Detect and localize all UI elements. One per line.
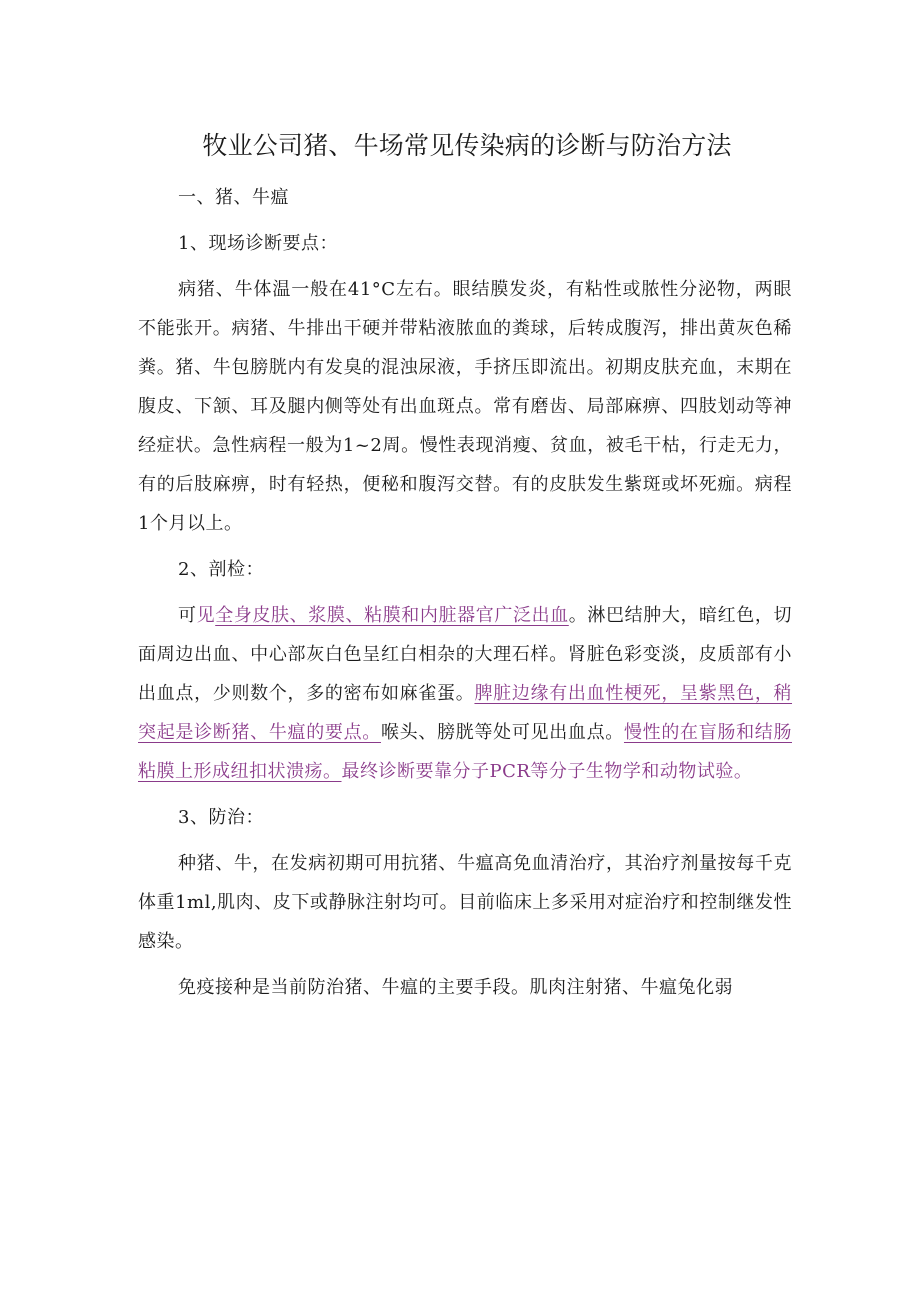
section-heading-swine-fever: 一、猪、牛瘟: [178, 187, 289, 208]
necropsy-text-6: 喉头、膀胱等处可见出血点。: [380, 722, 624, 743]
necropsy-text-2: 见: [196, 605, 216, 626]
necropsy-text-4: 。淋巴结肿大，暗红色，切面周边出血、中心部灰白色呈红白相杂的大理石样。肾脏色彩变淡，皮质部有小出血点，少则数个，多的密布如麻雀蛋。: [138, 605, 792, 704]
necropsy-highlight-hemorrhage: 全身皮肤、浆膜、粘膜和内脏器官广泛出血: [215, 605, 569, 626]
paragraph-treatment: 种猪、牛，在发病初期可用抗猪、牛瘟高免血清治疗，其治疗剂量按每千克体重1ml,肌肉、皮下或静脉注射均可。目前临床上多采用对症治疗和控制继发性感染。: [138, 853, 792, 952]
paragraph-field-diagnosis: 病猪、牛体温一般在41°C左右。眼结膜发炎，有粘性或脓性分泌物，两眼不能张开。病猪、牛排出干硬并带粘液脓血的粪球，后转成腹泻，排出黄灰色稀粪。猪、牛包膀胱内有发臭的混浊尿液，手挤压即流出。初期皮肤充血，末期在腹皮、下颔、耳及腿内侧等处有出血斑点。常有磨齿、局部麻痹、四肢划动等神经症状。急性病程一般为1~2周。慢性表现消瘦、贫血，被毛干枯，行走无力，有的后肢麻痹，时有轻热，便秘和腹泻交替。有的皮肤发生紫斑或坏死痂。病程1个月以上。: [138, 279, 792, 534]
paragraph-vaccination: 免疫接种是当前防治猪、牛瘟的主要手段。肌肉注射猪、牛瘟兔化弱: [178, 977, 733, 998]
subheading-prevention: 3、防治：: [178, 807, 264, 828]
subheading-field-diagnosis: 1、现场诊断要点：: [178, 233, 338, 254]
paragraph-necropsy: [138, 596, 792, 791]
necropsy-text-1: 可: [178, 605, 197, 626]
necropsy-highlight-final-diagnosis: 最终诊断要靠分子PCR等分子生物学和动物试验。: [341, 761, 753, 782]
necropsy-highlight-chronic: 慢性的在盲肠和结肠粘膜上形成纽扣状溃疡。: [138, 722, 792, 782]
document-title: 牧业公司猪、牛场常见传染病的诊断与防治方法: [202, 131, 732, 160]
necropsy-highlight-spleen: 脾脏边缘有出血性梗死，呈紫黑色，稍突起是诊断猪、牛瘟的要点。: [138, 683, 793, 743]
subheading-necropsy: 2、剖检：: [178, 559, 264, 580]
